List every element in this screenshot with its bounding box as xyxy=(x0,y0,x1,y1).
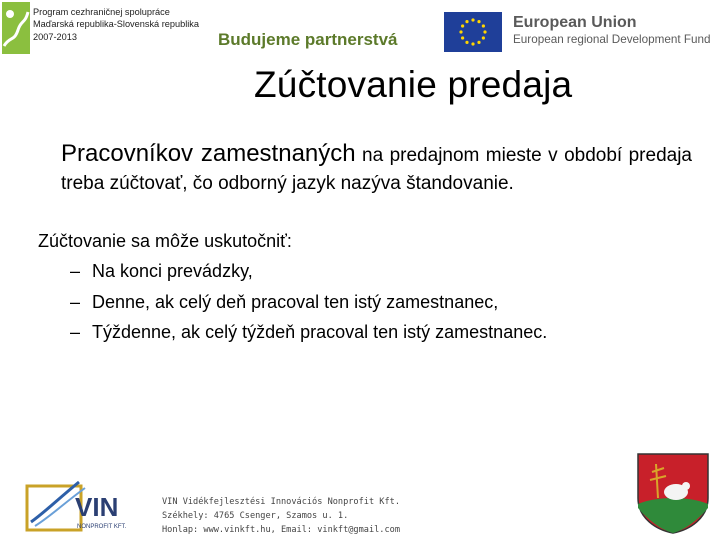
bullet-marker: – xyxy=(70,261,81,281)
eu-fund-name: European regional Development Fund xyxy=(513,33,711,46)
program-logo xyxy=(2,2,198,56)
program-line-1: Program cezhraničnej spolupráce xyxy=(33,7,170,17)
coat-of-arms-icon xyxy=(636,452,710,534)
eu-star xyxy=(459,30,462,33)
program-logo-text xyxy=(33,6,199,43)
eu-star xyxy=(461,24,464,27)
bullet-text: Na konci prevádzky, xyxy=(92,261,253,281)
program-emblem-icon xyxy=(2,2,30,54)
org-address: Székhely: 4765 Csenger, Szamos u. 1. xyxy=(162,511,349,521)
bullet-text: Denne, ak celý deň pracoval ten istý zamestnanec, xyxy=(92,292,499,312)
paragraph-lead: Pracovníkov zamestnaných xyxy=(61,140,356,167)
eu-star xyxy=(471,18,474,21)
vin-logo-text: VIN xyxy=(75,492,119,522)
program-line-2: Maďarská republika-Slovenská republika xyxy=(33,19,199,30)
eu-star xyxy=(477,41,480,44)
eu-flag-icon xyxy=(444,12,502,52)
vin-logo xyxy=(23,478,147,534)
eu-name: European Union xyxy=(513,14,637,31)
vin-logo-subtext: NONPROFIT KFT. xyxy=(77,524,127,530)
list-intro: Zúčtovanie sa môže uskutočniť: xyxy=(38,231,292,251)
bullet-item xyxy=(70,322,547,343)
eu-star xyxy=(482,24,485,27)
eu-star xyxy=(483,30,486,33)
bullet-item xyxy=(70,261,253,282)
eu-star xyxy=(465,20,468,23)
bullet-item xyxy=(70,292,498,313)
eu-star xyxy=(465,41,468,44)
bullet-text: Týždenne, ak celý týždeň pracoval ten istý zamestnanec. xyxy=(92,322,548,342)
slide-title: Zúčtovanie predaja xyxy=(254,64,573,105)
bullet-marker: – xyxy=(70,322,81,342)
partnership-slogan: Budujeme partnerstvá xyxy=(218,30,398,49)
eu-star xyxy=(471,42,474,45)
org-name: VIN Vidékfejlesztési Innovációs Nonprofit Kft. xyxy=(162,497,400,507)
eu-star xyxy=(477,20,480,23)
eu-star xyxy=(461,36,464,39)
program-line-3: 2007-2013 xyxy=(33,31,77,42)
eu-star xyxy=(482,36,485,39)
bullet-marker: – xyxy=(70,292,81,312)
organization-info xyxy=(162,495,400,537)
org-contact: Honlap: www.vinkft.hu, Email: vinkft@gmail.com xyxy=(162,525,400,535)
intro-paragraph xyxy=(61,140,692,198)
paragraph-rest: na predajnom mieste v období predaja treba zúčtovať, čo odborný jazyk nazýva štandovanie. xyxy=(61,145,692,194)
